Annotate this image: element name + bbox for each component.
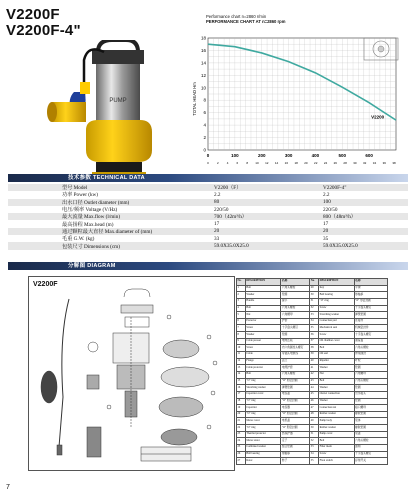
section-title-technical: 技术参数 TECHNICAL DATA — [68, 175, 145, 181]
tech-value: 35 — [323, 235, 329, 242]
part-name-cn: 电容盖 — [281, 391, 310, 398]
part-number: 51 — [310, 431, 319, 438]
x-tick-label-bottom: 32 — [362, 161, 367, 165]
parts-row — [237, 365, 388, 372]
part-number: 32 — [310, 305, 319, 312]
part-name-cn: 名称 — [354, 279, 387, 286]
part-description: Screw — [319, 332, 355, 339]
part-description: Screw — [319, 451, 355, 458]
parts-row — [237, 378, 388, 385]
part-name-cn: 浮球开关 — [354, 458, 387, 465]
part-name-cn: 出水接头 — [354, 391, 387, 398]
parts-row — [237, 358, 388, 365]
parts-row — [237, 418, 388, 425]
part-description: Mechanical seal — [319, 325, 355, 332]
y-tick-label: 6 — [203, 110, 206, 116]
part-description: Oil seal — [319, 352, 355, 359]
part-description: Rubber washer — [319, 425, 355, 432]
part-description: Screw — [319, 305, 355, 312]
part-number: 12 — [237, 358, 246, 365]
part-number: 21 — [237, 418, 246, 425]
x-tick-label-bottom: 36 — [382, 161, 386, 165]
section-title-diagram: 分解图 DIAGRAM — [68, 263, 116, 269]
part-name-cn: 六角螺母 — [281, 312, 310, 319]
part-description: Motor cover — [245, 418, 281, 425]
part-name-cn: 六角头螺栓 — [354, 438, 387, 445]
part-number: 42 — [310, 371, 319, 378]
parts-row — [237, 312, 388, 319]
part-number: 49 — [310, 418, 319, 425]
x-tick-label-bottom: 14 — [274, 161, 279, 165]
part-number: 38 — [310, 345, 319, 352]
x-tick-label-top: 300 — [284, 153, 293, 158]
part-name-cn: 六角头螺栓 — [281, 305, 310, 312]
part-description: Handle — [245, 298, 281, 305]
parts-row — [237, 391, 388, 398]
part-number: 18 — [237, 398, 246, 405]
part-number: 34 — [310, 318, 319, 325]
parts-row — [237, 371, 388, 378]
part-number: 15 — [237, 378, 246, 385]
tech-value: 59.0X35.0X25.0 — [323, 243, 358, 250]
part-description: Cable protector — [245, 365, 281, 372]
tech-row — [8, 228, 408, 235]
x-tick-label-top: 0 — [206, 153, 210, 158]
part-name-cn: 连接件 — [354, 318, 387, 325]
part-number: 7 — [237, 325, 246, 332]
part-name-cn: 垫圈 — [281, 292, 310, 299]
part-number: 8 — [237, 332, 246, 339]
part-number: 23 — [237, 431, 246, 438]
part-description: Capacitor cover — [245, 391, 281, 398]
part-name-cn: 电容器 — [281, 405, 310, 412]
part-description: Washer — [319, 398, 355, 405]
section-bar-technical — [8, 174, 408, 182]
part-name-cn: 橡胶垫圈 — [354, 425, 387, 432]
part-number: 36 — [310, 332, 319, 339]
part-description: Ball bearing — [319, 292, 355, 299]
part-number: 16 — [237, 385, 246, 392]
part-name-cn: 叶轮 — [354, 358, 387, 365]
tech-row — [8, 206, 408, 213]
tech-indent — [8, 242, 60, 249]
technical-data-table — [8, 184, 408, 250]
tech-value: 800（48m³/h） — [323, 214, 356, 221]
part-number: 22 — [237, 425, 246, 432]
part-number: 14 — [237, 371, 246, 378]
tech-value: 59.0X35.0X25.0 — [214, 243, 249, 250]
part-description: Screw — [245, 325, 281, 332]
part-name-cn: "O" 形密封圈 — [281, 425, 310, 432]
part-number: 29 — [310, 285, 319, 292]
part-name-cn: 骨架油封 — [354, 352, 387, 359]
tech-value: V2200F-4" — [323, 184, 347, 191]
part-number: 50 — [310, 425, 319, 432]
model-title-1: V2200F — [6, 6, 60, 23]
part-name-cn: 接口螺母 — [354, 405, 387, 412]
parts-row — [237, 458, 388, 465]
part-number: 53 — [310, 445, 319, 452]
parts-header-row — [237, 279, 388, 286]
part-name-cn: 十字盘头螺钉 — [354, 332, 387, 339]
part-name-cn: 法兰 — [281, 358, 310, 365]
part-name-cn: 电缆护套 — [281, 365, 310, 372]
part-number: 43 — [310, 378, 319, 385]
series-line-v2200 — [208, 44, 396, 120]
x-tick-label-bottom: 24 — [323, 161, 328, 165]
page-number: 7 — [6, 484, 10, 491]
part-number: 54 — [310, 451, 319, 458]
part-description: Capacitor — [245, 405, 281, 412]
x-tick-label-top: 500 — [338, 153, 347, 158]
part-description: Washer — [319, 385, 355, 392]
part-number: 20 — [237, 411, 246, 418]
tech-param-label: 通过颗粒最大直径 Max.diameter of (mm) — [62, 228, 153, 235]
tech-row — [8, 235, 408, 242]
part-name-cn: 泵体 — [354, 418, 387, 425]
x-tick-label-bottom: 20 — [304, 161, 308, 165]
part-description: Stretching washer — [245, 385, 281, 392]
part-description: DESCRIPTION — [319, 279, 355, 286]
y-tick-label: 16 — [200, 47, 206, 53]
parts-list-table — [236, 278, 388, 465]
part-name-cn: "O" 形密封圈 — [281, 378, 310, 385]
tech-value: 100 — [323, 199, 331, 206]
part-number: 46 — [310, 398, 319, 405]
part-description: Float switch — [319, 458, 355, 465]
tech-param-label: 毛重 G.W. (kg) — [62, 236, 95, 243]
tech-header-row — [8, 184, 408, 191]
x-tick-label-top: 600 — [365, 153, 373, 158]
tech-row — [8, 220, 408, 227]
parts-row — [237, 385, 388, 392]
exploded-diagram — [28, 276, 235, 471]
part-number: 5 — [237, 312, 246, 319]
parts-row — [237, 451, 388, 458]
part-number: 4 — [237, 305, 246, 312]
part-name-cn: 内六角圆柱头螺钉 — [281, 345, 310, 352]
part-name-cn: 六角头螺栓 — [281, 285, 310, 292]
part-name-cn: 垫圈 — [354, 385, 387, 392]
y-tick-label: 18 — [200, 35, 206, 41]
tech-value: 220/50 — [214, 206, 229, 213]
tech-row — [8, 199, 408, 206]
tech-param-label: 最大流量 Max.flow (l/min) — [62, 214, 121, 221]
part-name-cn: 球轴承 — [354, 292, 387, 299]
parts-row — [237, 345, 388, 352]
tech-indent — [8, 220, 60, 227]
part-name-cn: 护套 — [281, 318, 310, 325]
part-name-cn: 热保护器 — [281, 431, 310, 438]
part-description: Connection part — [319, 318, 355, 325]
part-description: Washer — [319, 365, 355, 372]
part-description: Bolt — [319, 378, 355, 385]
chart-header-line-1: Performance chart n=2860 r/min — [206, 14, 267, 19]
x-tick-label-bottom: 34 — [372, 161, 377, 165]
x-tick-label-bottom: 10 — [255, 161, 259, 165]
part-description: Oil chamber cover — [319, 338, 355, 345]
parts-row — [237, 425, 388, 432]
part-description: Stretching washer — [319, 312, 355, 319]
part-number: 9 — [237, 338, 246, 345]
part-number: 26 — [237, 451, 246, 458]
tech-indent — [8, 184, 60, 191]
parts-row — [237, 352, 388, 359]
part-description: Washer — [245, 292, 281, 299]
tech-value: 17 — [323, 221, 329, 228]
part-name-cn: 十字盘头螺钉 — [354, 451, 387, 458]
tech-value: 80 — [214, 199, 220, 206]
tech-param-label: 电压/频率 Voltage (V/Hz) — [62, 207, 118, 214]
part-name-cn: 提手 — [281, 298, 310, 305]
x-tick-label-bottom: 26 — [333, 161, 337, 165]
part-description: Bolt — [245, 305, 281, 312]
part-description: "O" ring — [319, 298, 355, 305]
part-description: Bolt — [319, 438, 355, 445]
part-number: No. — [237, 279, 246, 286]
part-name-cn: 泵盖 — [354, 431, 387, 438]
x-tick-label-bottom: 16 — [284, 161, 289, 165]
part-number: 11 — [237, 352, 246, 359]
x-tick-label-top: 200 — [257, 153, 266, 158]
y-tick-label: 0 — [203, 147, 206, 153]
parts-row — [237, 318, 388, 325]
part-description: "O" ring — [245, 398, 281, 405]
part-number: 2 — [237, 292, 246, 299]
y-axis-label: TOTAL HEAD Hm — [192, 82, 197, 116]
part-description: Impeller — [319, 358, 355, 365]
part-number: 3 — [237, 298, 246, 305]
parts-row — [237, 431, 388, 438]
part-number: 33 — [310, 312, 319, 319]
tech-value: 2.2 — [214, 191, 221, 198]
part-name-cn: 垫圈 — [354, 398, 387, 405]
y-tick-label: 2 — [203, 135, 206, 141]
y-tick-label: 12 — [200, 72, 206, 78]
x-tick-label-top: 400 — [311, 153, 320, 158]
part-number: 44 — [310, 385, 319, 392]
part-description: Cable — [245, 352, 281, 359]
tech-value: 20 — [323, 228, 329, 235]
part-name-cn: 平键 — [354, 285, 387, 292]
part-name-cn: 机械密封件 — [354, 325, 387, 332]
tech-value: 2.2 — [323, 191, 330, 198]
parts-row — [237, 305, 388, 312]
part-number: 17 — [237, 391, 246, 398]
parts-row — [237, 325, 388, 332]
parts-row — [237, 285, 388, 292]
tech-param-label: 包装尺寸 Dimensions (cm) — [62, 243, 120, 250]
part-name-cn: "O" 形密封圈 — [281, 398, 310, 405]
part-number: 19 — [237, 405, 246, 412]
part-name-cn: 六角头螺栓 — [281, 371, 310, 378]
part-number: 41 — [310, 365, 319, 372]
part-name-cn: 十字盘头螺钉 — [354, 305, 387, 312]
part-name-cn: "O" 形密封圈 — [281, 411, 310, 418]
part-name-cn: 六角螺母 — [354, 371, 387, 378]
y-tick-label: 10 — [200, 85, 206, 91]
tech-indent — [8, 206, 60, 213]
x-tick-label-bottom: 2 — [216, 161, 219, 165]
x-tick-label-bottom: 8 — [246, 161, 249, 165]
part-name-cn: 带插头电源线 — [281, 352, 310, 359]
part-number: 40 — [310, 358, 319, 365]
tech-value: 220/50 — [323, 206, 338, 213]
part-description: DESCRIPTION — [245, 279, 281, 286]
section-bar-diagram — [8, 262, 408, 270]
tech-param-label: 功率 Power (kw) — [62, 192, 99, 199]
part-description: Pump body — [319, 418, 355, 425]
y-tick-label: 4 — [203, 122, 206, 128]
part-name-cn: 橡胶垫圈 — [354, 411, 387, 418]
x-tick-label-bottom: 18 — [294, 161, 298, 165]
tech-indent — [8, 213, 60, 220]
parts-row — [237, 292, 388, 299]
chart-header-line-2: PERFORMANCE CHART AT n=2860 rpm — [206, 19, 286, 24]
part-description: Rotor — [245, 458, 281, 465]
part-name-cn: 弹簧垫圈 — [281, 385, 310, 392]
parts-row — [237, 438, 388, 445]
part-name-cn: 六角头螺栓 — [354, 378, 387, 385]
part-name-cn: 弹簧垫圈 — [354, 312, 387, 319]
tech-value: 20 — [214, 228, 220, 235]
x-tick-label-bottom: 28 — [343, 161, 347, 165]
x-tick-label-bottom: 4 — [226, 161, 229, 165]
part-number: 6 — [237, 318, 246, 325]
parts-row — [237, 338, 388, 345]
part-description: Cable presser — [245, 338, 281, 345]
part-name-cn: 六角头螺栓 — [354, 345, 387, 352]
parts-row — [237, 298, 388, 305]
part-name-cn: 球轴承 — [281, 451, 310, 458]
part-name-cn: 垫圈 — [281, 332, 310, 339]
part-name-cn: 十字盘头螺钉 — [281, 325, 310, 332]
y-tick-label: 8 — [203, 97, 206, 103]
part-number: 37 — [310, 338, 319, 345]
part-number: 13 — [237, 365, 246, 372]
part-description: Combined washer — [245, 445, 281, 452]
x-tick-label-bottom: 30 — [353, 161, 357, 165]
tech-indent — [8, 191, 60, 198]
part-description: Motor stator — [245, 438, 281, 445]
tech-value: V2200（F） — [214, 185, 242, 192]
part-number: 30 — [310, 292, 319, 299]
part-description: Out-let connection — [319, 391, 355, 398]
part-description: Nut — [319, 371, 355, 378]
tech-indent — [8, 199, 60, 206]
tech-indent — [8, 235, 60, 242]
series-label-v2200: V2200 — [371, 114, 385, 120]
y-tick-label: 14 — [200, 60, 206, 66]
tech-param-label: 型号 Model — [62, 185, 88, 192]
part-description: "O" ring — [245, 425, 281, 432]
part-name-cn: 名称 — [281, 279, 310, 286]
part-description: Nut — [245, 312, 281, 319]
tech-indent — [8, 228, 60, 235]
part-description: Filter mesh — [319, 445, 355, 452]
x-tick-label-bottom: 38 — [392, 161, 396, 165]
x-tick-label-top: 100 — [231, 153, 239, 158]
part-description: Connection nut — [319, 405, 355, 412]
tech-value: 700（42m³/h） — [214, 214, 247, 221]
part-description: Flange — [245, 358, 281, 365]
part-description: Bolt — [245, 371, 281, 378]
tech-value: 17 — [214, 221, 220, 228]
part-number: 39 — [310, 352, 319, 359]
part-description: Rubber washer — [319, 411, 355, 418]
part-description: Protector — [245, 318, 281, 325]
part-description: Bolt — [319, 345, 355, 352]
x-tick-label-bottom: 6 — [236, 161, 239, 165]
part-number: 55 — [310, 458, 319, 465]
parts-row — [237, 445, 388, 452]
tech-param-label: 最高扬程 Max.head (m) — [62, 221, 114, 228]
part-number: 45 — [310, 391, 319, 398]
part-name-cn: 组合垫圈 — [281, 445, 310, 452]
tech-row — [8, 242, 408, 249]
part-number: No. — [310, 279, 319, 286]
part-description: "O" ring — [245, 411, 281, 418]
part-number: 25 — [237, 445, 246, 452]
tech-value: 33 — [214, 235, 220, 242]
part-number: 1 — [237, 285, 246, 292]
part-description: Washer — [245, 332, 281, 339]
part-description: Screw — [245, 345, 281, 352]
part-description: Key — [319, 285, 355, 292]
part-number: 52 — [310, 438, 319, 445]
part-description: "O" ring — [245, 378, 281, 385]
model-title-2: V2200F-4" — [6, 22, 81, 39]
part-name-cn: 转子 — [281, 458, 310, 465]
part-number: 27 — [237, 458, 246, 465]
part-number: 47 — [310, 405, 319, 412]
part-description: Thermal protector — [245, 431, 281, 438]
x-tick-label-bottom: 0 — [207, 161, 209, 165]
part-name-cn: 定子 — [281, 438, 310, 445]
tech-row — [8, 191, 408, 198]
part-name-cn: 垫圈 — [354, 365, 387, 372]
exploded-parts-drawing — [29, 277, 234, 470]
performance-chart — [190, 24, 410, 182]
part-number: 35 — [310, 325, 319, 332]
svg-text:PUMP: PUMP — [109, 98, 127, 104]
part-name-cn: "O" 形密封圈 — [354, 298, 387, 305]
part-number: 10 — [237, 345, 246, 352]
parts-row — [237, 405, 388, 412]
pump-image — [28, 40, 178, 180]
parts-row — [237, 411, 388, 418]
part-number: 24 — [237, 438, 246, 445]
tech-row — [8, 213, 408, 220]
part-number: 31 — [310, 298, 319, 305]
part-name-cn: 电缆压板 — [281, 338, 310, 345]
x-tick-label-bottom: 12 — [265, 161, 269, 165]
x-tick-label-bottom: 22 — [314, 161, 318, 165]
part-name-cn: 油室盖 — [354, 338, 387, 345]
part-description: Bolt — [245, 285, 281, 292]
parts-row — [237, 332, 388, 339]
part-description: Ball bearing — [245, 451, 281, 458]
part-name-cn: 电机盖 — [281, 418, 310, 425]
part-name-cn: 滤网 — [354, 445, 387, 452]
part-number: 48 — [310, 411, 319, 418]
diagram-model-label: V2200F — [33, 281, 58, 288]
parts-row — [237, 398, 388, 405]
part-description: Pump cover — [319, 431, 355, 438]
tech-param-label: 出水口径 Outlet diameter (mm) — [62, 199, 130, 206]
